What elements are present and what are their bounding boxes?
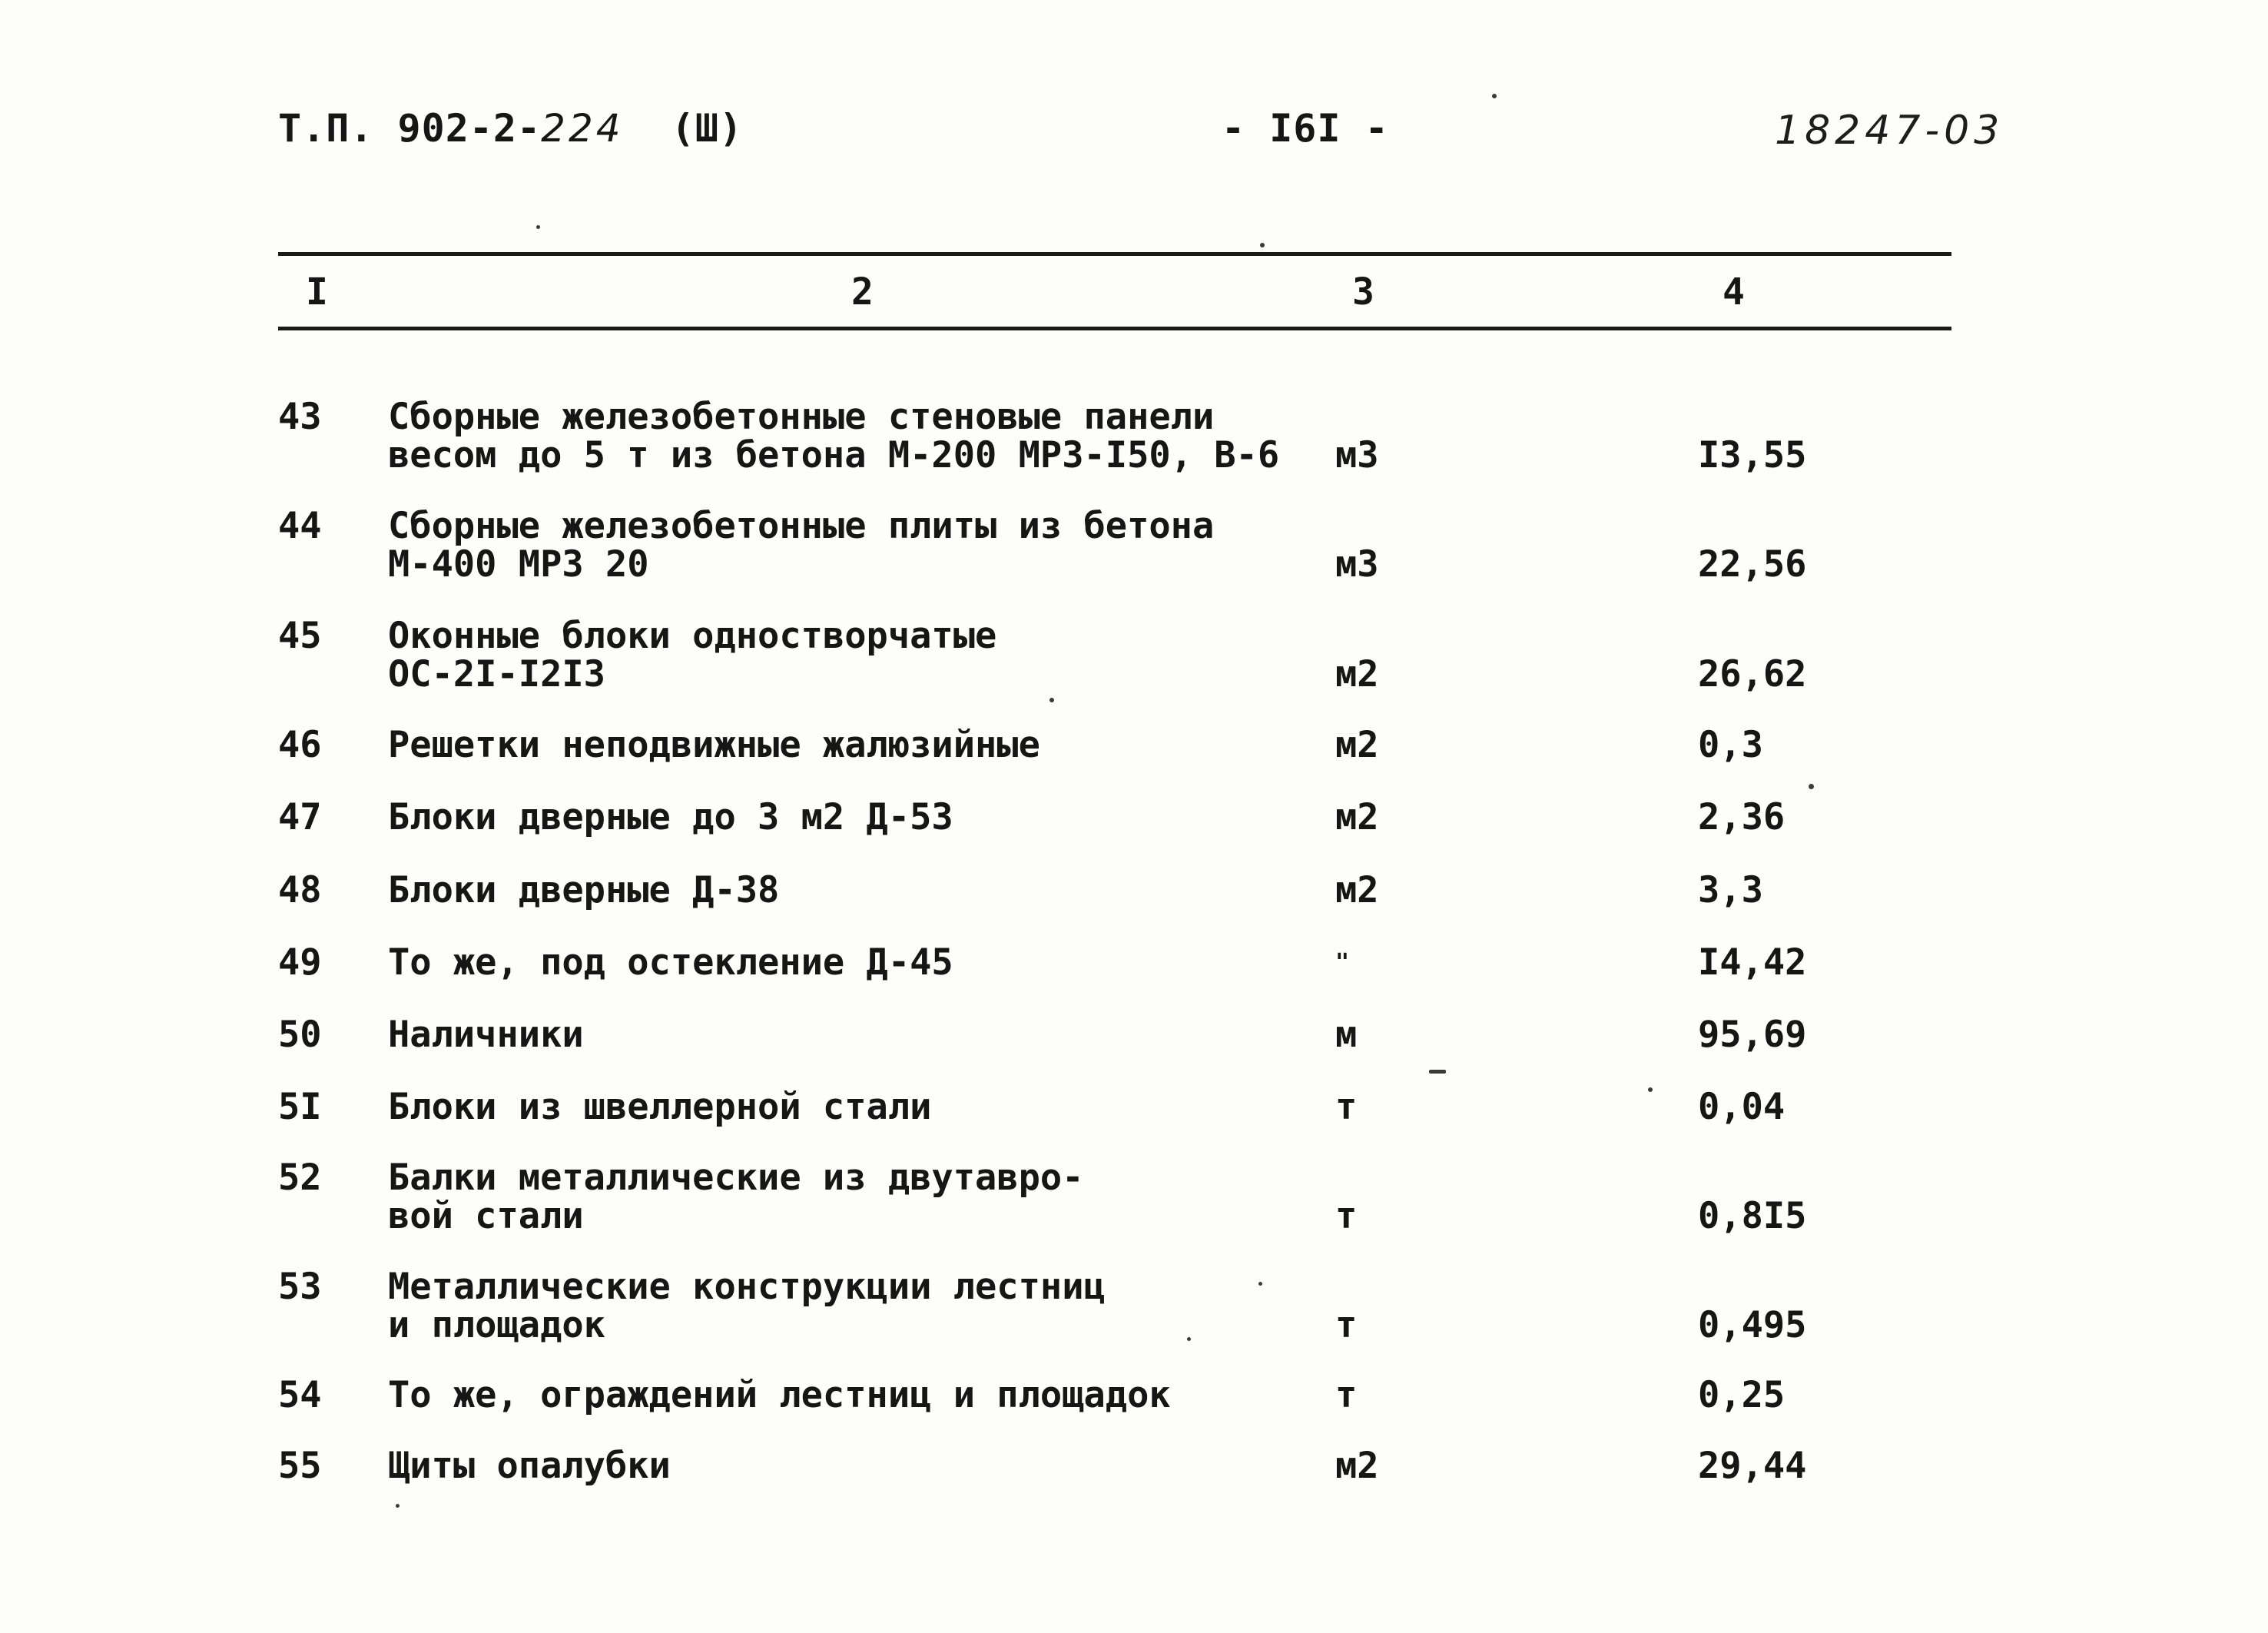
row-quantity: 26,62 xyxy=(1698,653,1807,695)
row-name-line: Блоки из швеллерной стали xyxy=(388,1086,932,1128)
scan-speck xyxy=(1648,1087,1653,1092)
scan-speck xyxy=(1492,94,1497,98)
row-number: 53 xyxy=(278,1266,322,1308)
row-name xyxy=(388,1447,671,1485)
scan-speck xyxy=(1187,1337,1191,1341)
row-quantity: 2,36 xyxy=(1698,796,1786,838)
row-name xyxy=(388,1268,1106,1345)
row-quantity: I3,55 xyxy=(1698,434,1807,476)
row-name-line: ОС-2I-I2I3 xyxy=(388,653,605,695)
row-number: 45 xyxy=(278,615,322,657)
row-quantity: 0,3 xyxy=(1698,724,1763,766)
row-unit: т xyxy=(1335,1374,1358,1416)
row-quantity: 3,3 xyxy=(1698,869,1763,911)
row-number: 46 xyxy=(278,724,322,766)
row-quantity: 0,04 xyxy=(1698,1086,1786,1128)
row-unit: т xyxy=(1335,1195,1358,1237)
row-name-line: Металлические конструкции лестниц xyxy=(388,1266,1106,1308)
document-code-handwritten-number: 224 xyxy=(541,106,624,151)
row-number: 48 xyxy=(278,869,322,911)
scan-speck xyxy=(1429,1070,1446,1074)
table-header-rule xyxy=(278,327,1951,330)
row-name-line: То же, ограждений лестниц и площадок xyxy=(388,1374,1171,1416)
table-top-rule xyxy=(278,252,1951,256)
row-name xyxy=(388,1159,1083,1236)
row-name-line: вой стали xyxy=(388,1195,584,1237)
row-number: 43 xyxy=(278,396,322,438)
scan-speck xyxy=(1049,698,1054,702)
scan-speck xyxy=(396,1504,400,1508)
row-name xyxy=(388,726,1040,765)
row-number: 5I xyxy=(278,1086,322,1128)
row-quantity: I4,42 xyxy=(1698,941,1807,984)
row-unit: " xyxy=(1335,949,1350,976)
archive-number: 18247-03 xyxy=(1775,108,2004,154)
row-unit: т xyxy=(1335,1304,1358,1346)
row-name-line: Щиты опалубки xyxy=(388,1445,671,1487)
row-name-line: Сборные железобетонные плиты из бетона xyxy=(388,505,1215,547)
scan-speck xyxy=(536,225,540,229)
column-header-2: 2 xyxy=(851,271,874,314)
document-code xyxy=(278,106,743,151)
row-name xyxy=(388,398,1279,475)
row-unit: м2 xyxy=(1335,796,1379,838)
scan-speck xyxy=(1258,1282,1262,1286)
row-name-line: Блоки дверные до 3 м2 Д-53 xyxy=(388,796,953,838)
row-name-line: и площадок xyxy=(388,1304,605,1346)
row-unit: м xyxy=(1335,1014,1358,1056)
row-unit: м2 xyxy=(1335,653,1379,695)
column-header-1: I xyxy=(306,271,328,314)
row-number: 54 xyxy=(278,1374,322,1416)
row-number: 47 xyxy=(278,796,322,838)
row-name xyxy=(388,1016,584,1054)
row-name-line: весом до 5 т из бетона М-200 МРЗ-I50, В-6 xyxy=(388,434,1280,476)
row-number: 55 xyxy=(278,1445,322,1487)
row-quantity: 0,8I5 xyxy=(1698,1195,1807,1237)
row-name-line: Блоки дверные Д-38 xyxy=(388,869,780,911)
row-name-line: То же, под остекление Д-45 xyxy=(388,941,953,984)
row-quantity: 29,44 xyxy=(1698,1445,1807,1487)
scan-speck xyxy=(1260,243,1265,247)
row-unit: м2 xyxy=(1335,1445,1379,1487)
row-quantity: 95,69 xyxy=(1698,1014,1807,1056)
row-unit: м3 xyxy=(1335,434,1379,476)
row-name xyxy=(388,1088,931,1127)
document-code-prefix: Т.П. 902-2- xyxy=(278,106,542,151)
row-number: 50 xyxy=(278,1014,322,1056)
row-number: 44 xyxy=(278,505,322,547)
row-unit: м2 xyxy=(1335,869,1379,911)
row-unit: м2 xyxy=(1335,724,1379,766)
row-quantity: 22,56 xyxy=(1698,543,1807,586)
row-name xyxy=(388,798,953,837)
column-header-4: 4 xyxy=(1723,271,1745,314)
row-name-line: Решетки неподвижные жалюзийные xyxy=(388,724,1040,766)
row-name-line: Оконные блоки одностворчатые xyxy=(388,615,997,657)
row-name-line: Наличники xyxy=(388,1014,584,1056)
row-name-line: Балки металлические из двутавро- xyxy=(388,1157,1084,1199)
row-name xyxy=(388,941,953,984)
page-number: - I6I - xyxy=(1222,106,1389,151)
row-number: 49 xyxy=(278,941,322,984)
document-code-suffix: (Ш) xyxy=(671,106,744,151)
row-name-line: Сборные железобетонные стеновые панели xyxy=(388,396,1215,438)
row-unit: м3 xyxy=(1335,543,1379,586)
row-number: 52 xyxy=(278,1157,322,1199)
row-quantity: 0,495 xyxy=(1698,1304,1807,1346)
row-name xyxy=(388,507,1214,584)
row-name-line: М-400 МРЗ 20 xyxy=(388,543,649,586)
row-unit: т xyxy=(1335,1086,1358,1128)
row-name xyxy=(388,1376,1171,1415)
column-header-3: 3 xyxy=(1352,271,1374,314)
scan-speck xyxy=(1809,784,1814,789)
row-name xyxy=(388,617,996,694)
row-name xyxy=(388,871,779,910)
row-quantity: 0,25 xyxy=(1698,1374,1786,1416)
